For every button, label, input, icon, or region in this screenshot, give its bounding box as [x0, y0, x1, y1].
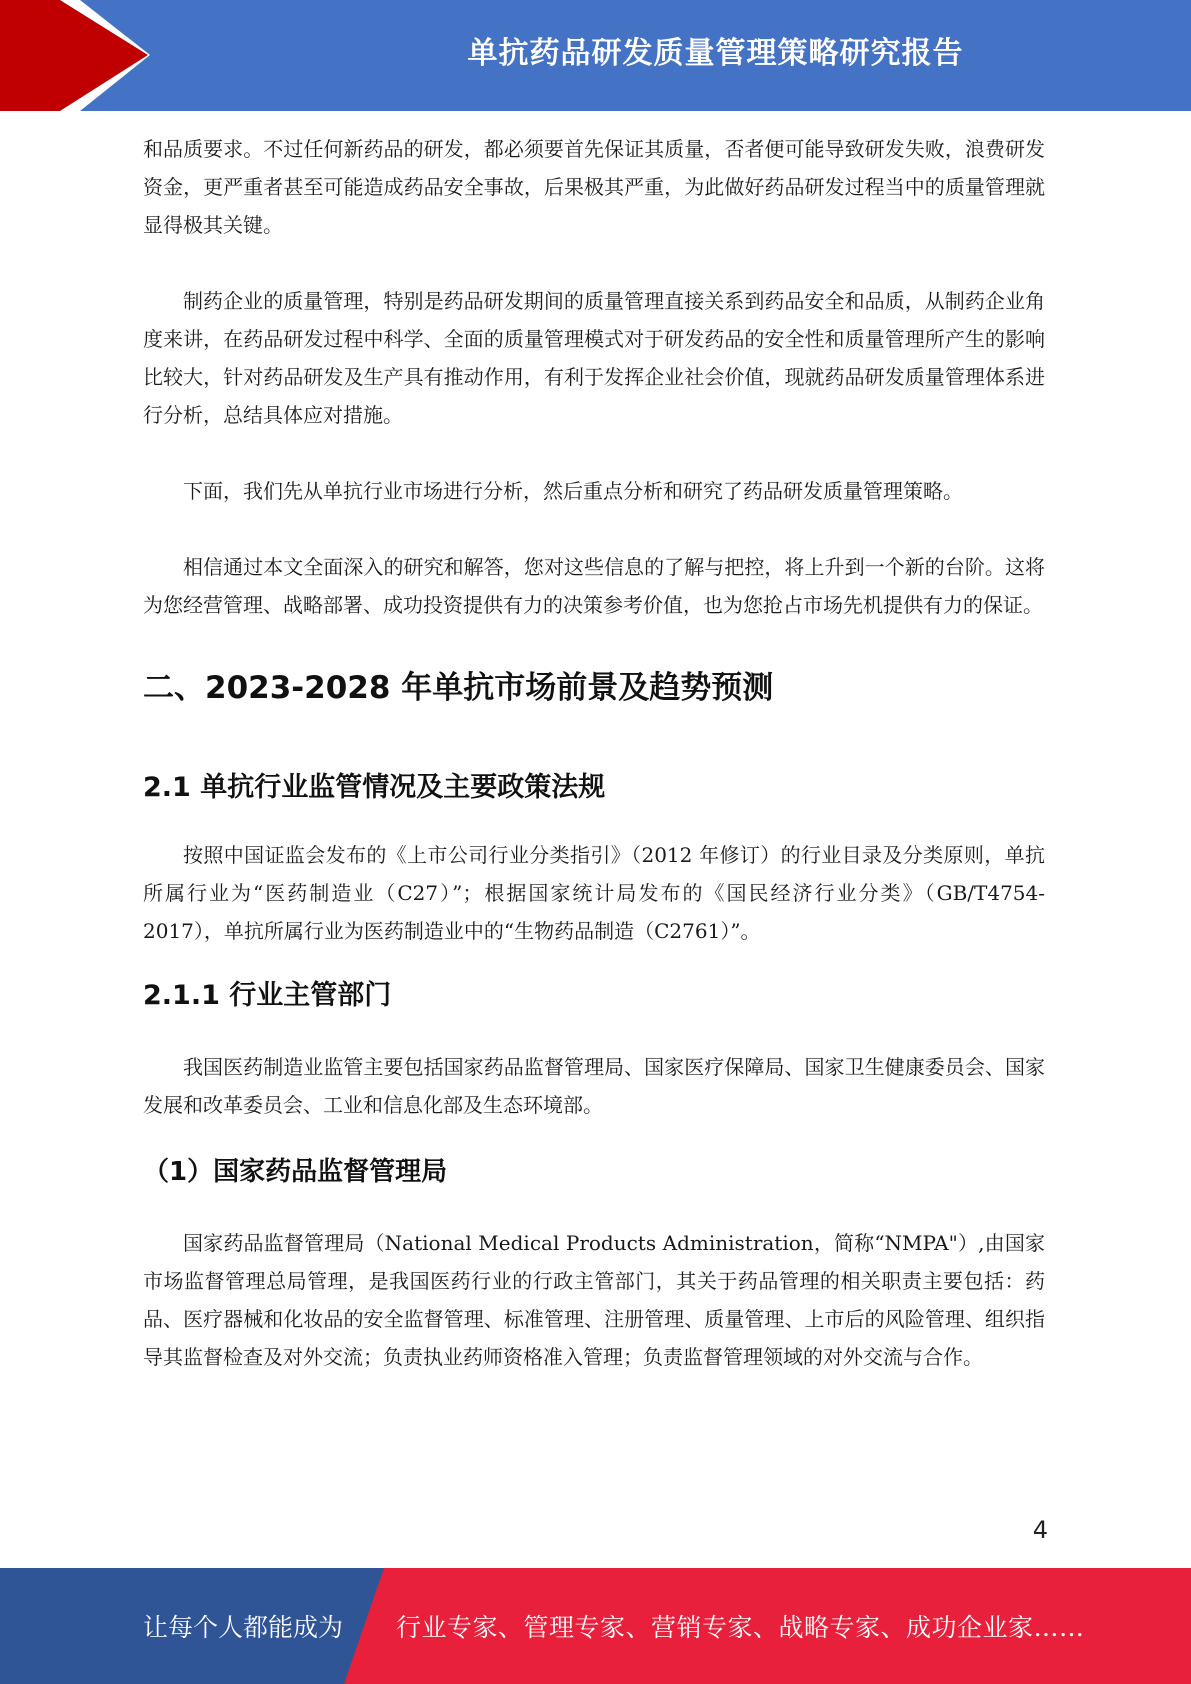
paragraph: 和品质要求。不过任何新药品的研发，都必须要首先保证其质量，否者便可能导致研发失败，浪费研发资金，更严重者甚至可能造成药品安全事故，后果极其严重，为此做好药品研发过程当中的质量管理就显得极其关键。: [143, 137, 1045, 237]
header-arrow-decoration: [0, 0, 160, 111]
subsubsection-heading: 2.1.1 行业主管部门: [143, 980, 392, 1011]
page-header: [0, 0, 1191, 111]
page-number: 4: [1032, 1516, 1048, 1544]
paragraph: 相信通过本文全面深入的研究和解答，您对这些信息的了解与把控，将上升到一个新的台阶。这将为您经营管理、战略部署、成功投资提供有力的决策参考价值，也为您抢占市场先机提供有力的保证。: [143, 555, 1045, 617]
report-title: 单抗药品研发质量管理策略研究报告: [467, 36, 964, 71]
item-heading: （1）国家药品监督管理局: [143, 1157, 448, 1187]
section-heading: 二、2023-2028 年单抗市场前景及趋势预测: [143, 670, 774, 706]
paragraph: 制药企业的质量管理，特别是药品研发期间的质量管理直接关系到药品安全和品质，从制药企业角度来讲，在药品研发过程中科学、全面的质量管理模式对于研发药品的安全性和质量管理所产生的影响比较大，针对药品研发及生产具有推动作用，有利于发挥企业社会价值，现就药品研发质量管理体系进行分析，总结具体应对措施。: [143, 289, 1045, 427]
page-footer: [0, 1568, 1191, 1684]
paragraph: 下面，我们先从单抗行业市场进行分析，然后重点分析和研究了药品研发质量管理策略。: [183, 479, 963, 503]
paragraph: 按照中国证监会发布的《上市公司行业分类指引》（2012 年修订）的行业目录及分类原则，单抗所属行业为“医药制造业（C27）”；根据国家统计局发布的《国民经济行业分类》（GB/T4754-2017），单抗所属行业为医药制造业中的“生物药品制造（C2761）”。: [143, 843, 1045, 943]
footer-slogan-left: 让每个人都能成为: [143, 1613, 344, 1642]
document-body: [143, 130, 1045, 1376]
paragraph: 我国医药制造业监管主要包括国家药品监督管理局、国家医疗保障局、国家卫生健康委员会、国家发展和改革委员会、工业和信息化部及生态环境部。: [143, 1055, 1045, 1117]
paragraph: 国家药品监督管理局（National Medical Products Administration，简称“NMPA"）,由国家市场监督管理总局管理，是我国医药行业的行政主管部门，其关于药品管理的相关职责主要包括：药品、医疗器械和化妆品的安全监督管理、标准管理、注册管理、质量管理、上市后的风险管理、组织指导其监督检查及对外交流；负责执业药师资格准入管理；负责监督管理领域的对外交流与合作。: [143, 1231, 1045, 1369]
footer-slogan-right: 行业专家、管理专家、营销专家、战略专家、成功企业家……: [396, 1613, 1085, 1642]
subsection-heading: 2.1 单抗行业监管情况及主要政策法规: [143, 772, 606, 803]
